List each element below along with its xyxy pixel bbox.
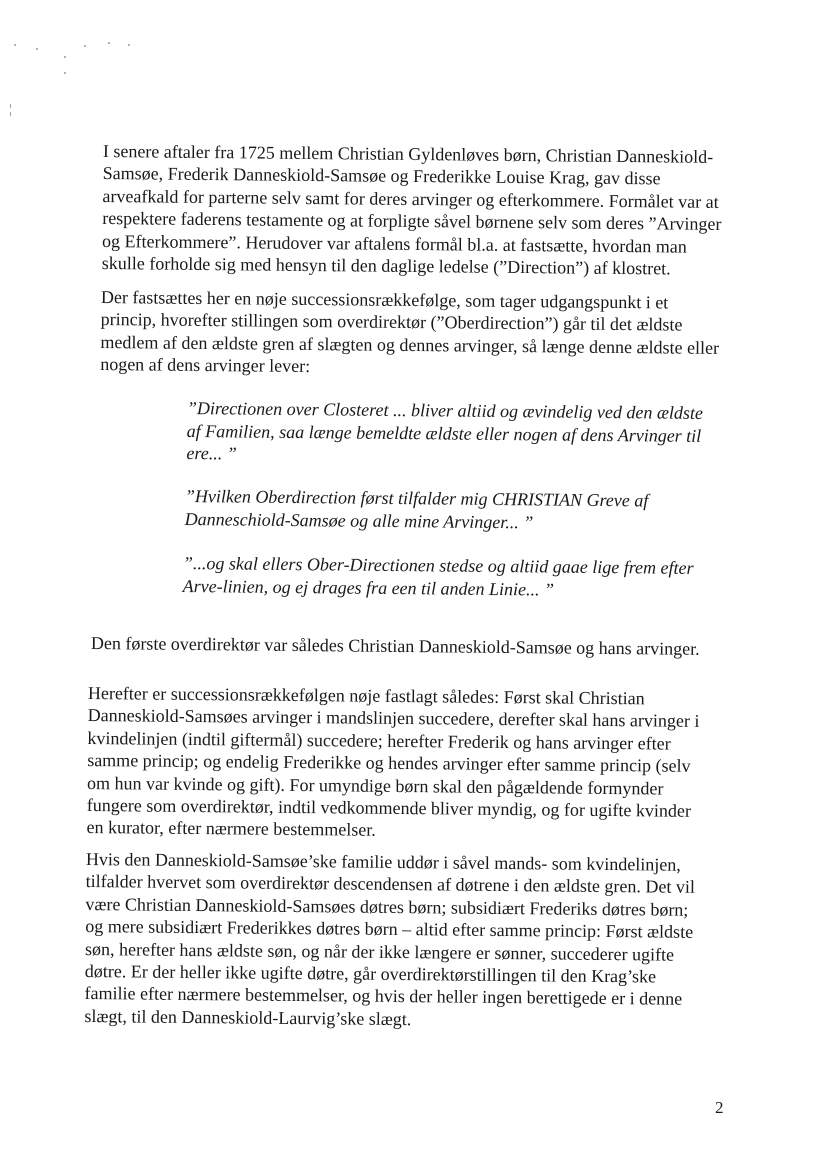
- text-line: og mere subsidiært Frederikkes døtres børn – altid efter samme princip: Først ældste: [85, 916, 694, 943]
- quote-3: [183, 552, 694, 602]
- text-line: kvindelinjen (indtil giftermål) succedere; herefter Frederik og hans arvinger efter: [87, 727, 671, 754]
- text-line: Danneskiold-Samsøes arvinger i mandslinjen succedere, derefter skal hans arvinger i: [87, 705, 700, 732]
- quote-line: af Familien, saa længe bemeldte ældste eller nogen af dens Arvinger til: [186, 420, 702, 446]
- text-line: Samsøe, Frederik Danneskiold-Samsøe og Frederikke Louise Krag, gav disse: [102, 163, 661, 189]
- text-line: samme princip; og endelig Frederikke og hendes arvinger efter samme princip (selv: [87, 750, 691, 777]
- quote-line: Danneschiold-Samsøe og alle mine Arvinger... ”: [184, 508, 534, 532]
- text-line: arveafkald for parterne selv samt for deres arvinger og efterkommere. Formålet var at: [102, 185, 719, 212]
- text-line: og Efterkommere”. Herudover var aftalens formål bl.a. at fastsætte, hvordan man: [101, 230, 687, 257]
- quote-line: ere... ”: [186, 442, 237, 464]
- quote-line: ”Directionen over Closteret ... bliver altiid og ævindelig ved den ældste: [186, 397, 704, 423]
- text-line: Hvis den Danneskiold-Samsøe’ske familie uddør i såvel mands- som kvindelinjen,: [85, 848, 681, 875]
- paragraph-5: [84, 848, 695, 1033]
- text-line: tilfalder hvervet som overdirektør descendensen af døtrene i den ældste gren. Det vil: [85, 871, 696, 898]
- text-line: fungere som overdirektør, indtil vedkommende bliver myndig, og for ugifte kvinder: [86, 795, 692, 821]
- text-line: medlem af den ældste gren af slægten og dennes arvinger, så længe denne ældste eller: [100, 331, 720, 358]
- text-line: om hun var kvinde og gift). For umyndige børn skal den pågældende formynder: [86, 772, 664, 799]
- text-line: være Christian Danneskiold-Samsøes døtres børn; subsidiært Frederiks døtres børn;: [85, 893, 689, 920]
- text-line: slægt, til den Danneskiold-Laurvig’ske slægt.: [84, 1005, 412, 1029]
- paragraph-3: [91, 632, 700, 660]
- quote-line: Arve-linien, og ej drages fra een til anden Linie... ”: [182, 575, 555, 600]
- text-line: Der fastsættes her en nøje successionsrækkefølge, som tager udgangspunkt i et: [100, 286, 669, 313]
- text-line: nogen af dens arvinger lever:: [100, 354, 311, 377]
- text-line: Herefter er successionsrækkefølgen nøje fastlagt således: Først skal Christian: [87, 682, 645, 709]
- paragraph-1: [102, 140, 723, 280]
- text-line: I senere aftaler fra 1725 mellem Christian Gyldenløves børn, Christian Danneskiold-: [102, 140, 714, 167]
- text-line: en kurator, efter nærmere bestemmelser.: [86, 817, 376, 841]
- text-line: respektere faderens testamente og at forpligte såvel børnene selv som deres ”Arvinger: [102, 208, 722, 235]
- quote-line: ”Hvilken Oberdirection først tilfalder mig CHRISTIAN Greve af: [184, 485, 649, 511]
- text-line: døtre. Er der heller ikke ugifte døtre, går overdirektørstillingen til den Krag’ske: [84, 961, 657, 987]
- paragraph-4: [86, 682, 699, 845]
- quote-1: [186, 397, 703, 469]
- text-line: Den første overdirektør var således Christian Danneskiold-Samsøe og hans arvinger.: [90, 632, 700, 659]
- text-line: skulle forholde sig med hensyn til den daglige ledelse (”Direction”) af klostret.: [101, 253, 671, 279]
- text-line: søn, herefter hans ældste søn, og når der ikke længere er sønner, succederer ugifte: [84, 938, 675, 965]
- paragraph-2: [100, 286, 719, 382]
- text-line: familie efter nærmere bestemmelser, og hvis der heller ingen berettigede er i denne: [84, 983, 683, 1010]
- text-line: princip, hvorefter stillingen som overdirektør (”Oberdirection”) går til det ældste: [100, 309, 683, 335]
- quote-line: ”...og skal ellers Ober-Directionen stedse og altiid gaae lige frem efter: [182, 552, 694, 578]
- quote-2: [185, 485, 649, 534]
- page-number: 2: [715, 1098, 724, 1117]
